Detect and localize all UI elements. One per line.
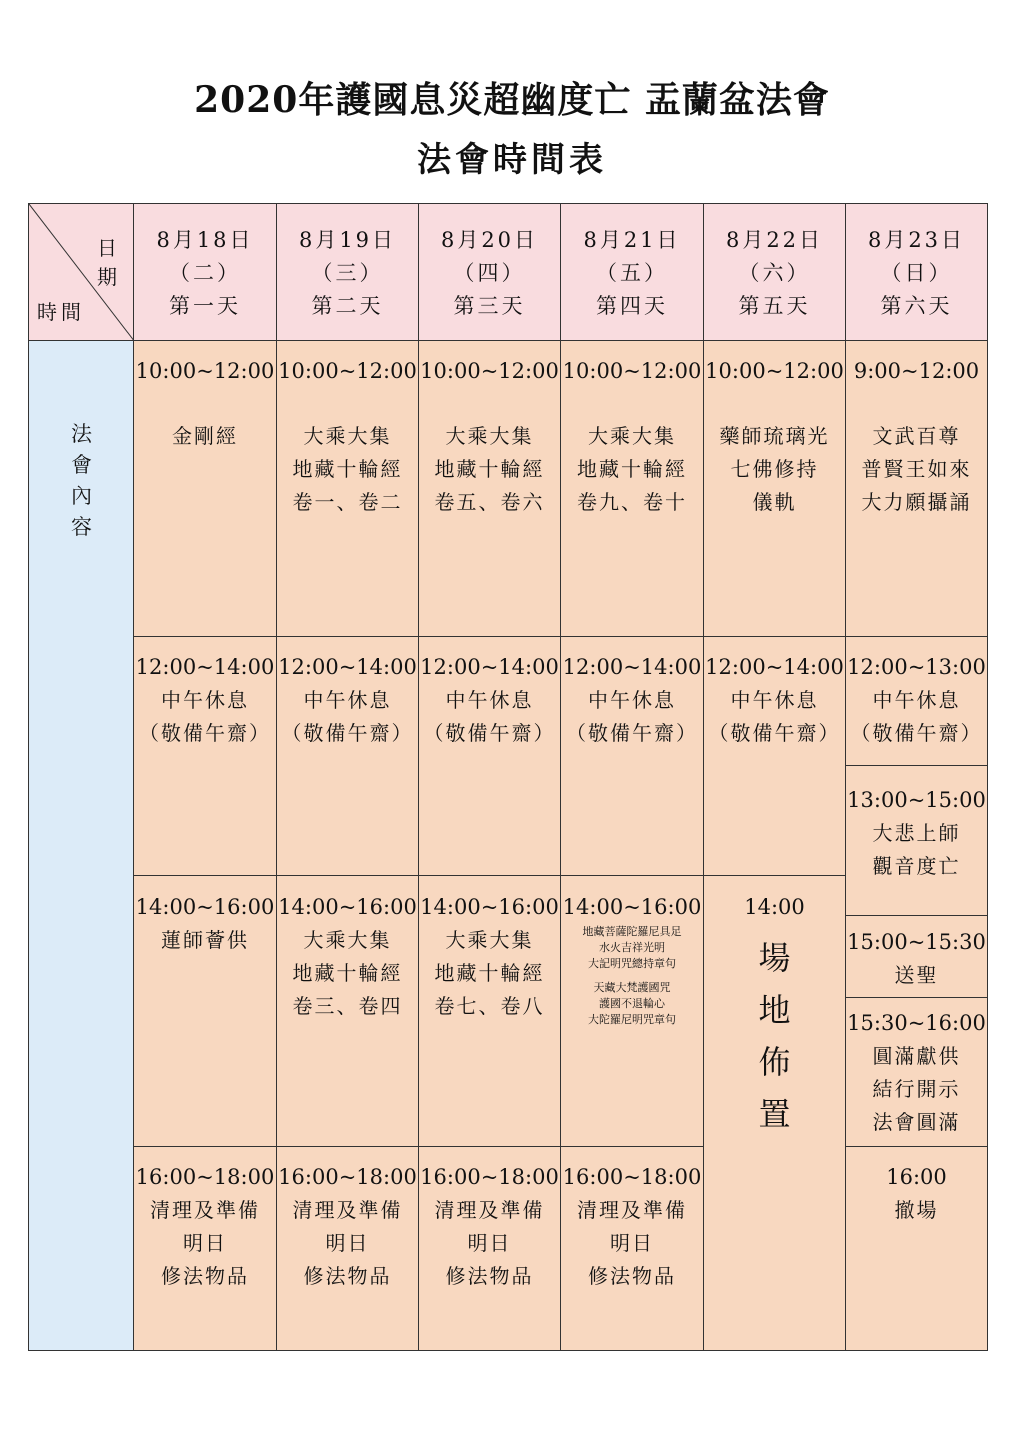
session-cell: 12:00~14:00 中午休息 （敬備午齋）: [560, 636, 704, 876]
session-cell: 15:00~15:30 送聖: [845, 915, 988, 998]
session-cell: 10:00~12:00 大乘大集 地藏十輪經 卷九、卷十: [560, 340, 704, 637]
session-cell: 16:00~18:00 清理及準備 明日 修法物品: [418, 1146, 561, 1351]
time-axis-label: 時間: [37, 300, 85, 324]
day-header: 8月21日 （五） 第四天: [560, 203, 704, 341]
session-cell: 15:30~16:00 圓滿獻供 結行開示 法會圓滿: [845, 997, 988, 1147]
session-cell: 12:00~14:00 中午休息 （敬備午齋）: [703, 636, 846, 876]
day-header: 8月19日 （三） 第二天: [276, 203, 419, 341]
date-axis-label: 日期: [97, 236, 121, 289]
session-cell: 10:00~12:00 大乘大集 地藏十輪經 卷一、卷二: [276, 340, 419, 637]
page-subtitle: 法會時間表: [417, 140, 607, 180]
session-cell: 14:00~16:00 大乘大集 地藏十輪經 卷七、卷八: [418, 875, 561, 1147]
side-label: 法 會 內 容: [71, 422, 92, 539]
session-cell: 14:00~16:00 蓮師薈供: [133, 875, 277, 1147]
session-cell: 16:00~18:00 清理及準備 明日 修法物品: [560, 1146, 704, 1351]
setup-cell: 14:00 場 地 佈 置: [703, 875, 846, 1351]
session-cell: 10:00~12:00 金剛經: [133, 340, 277, 637]
page-title: 2020年護國息災超幽度亡 盂蘭盆法會: [194, 79, 830, 121]
corner-header: [28, 203, 134, 341]
session-cell: 10:00~12:00 藥師琉璃光 七佛修持 儀軌: [703, 340, 846, 637]
session-cell: 10:00~12:00 大乘大集 地藏十輪經 卷五、卷六: [418, 340, 561, 637]
day-header: 8月20日 （四） 第三天: [418, 203, 561, 341]
session-cell: 13:00~15:00 大悲上師 觀音度亡: [845, 765, 988, 916]
side-label-column: [28, 340, 134, 1351]
session-cell: 12:00~14:00 中午休息 （敬備午齋）: [276, 636, 419, 876]
day-header: 8月23日 （日） 第六天: [845, 203, 988, 341]
day-header: 8月18日 （二） 第一天: [133, 203, 277, 341]
session-cell: 12:00~13:00 中午休息 （敬備午齋）: [845, 636, 988, 766]
session-cell: 12:00~14:00 中午休息 （敬備午齋）: [133, 636, 277, 876]
session-cell: 14:00~16:00 大乘大集 地藏十輪經 卷三、卷四: [276, 875, 419, 1147]
session-cell: 14:00~16:00 地藏菩薩陀羅尼具足 水火吉祥光明 大記明咒總持章句 天藏大梵護國咒 護國不退輪心 大陀羅尼明咒章句: [560, 875, 704, 1147]
session-cell: 9:00~12:00 文武百尊 普賢王如來 大力願攝誦: [845, 340, 988, 637]
session-cell: 16:00 撤場: [845, 1146, 988, 1351]
session-cell: 12:00~14:00 中午休息 （敬備午齋）: [418, 636, 561, 876]
session-cell: 16:00~18:00 清理及準備 明日 修法物品: [276, 1146, 419, 1351]
day-header: 8月22日 （六） 第五天: [703, 203, 846, 341]
session-cell: 16:00~18:00 清理及準備 明日 修法物品: [133, 1146, 277, 1351]
